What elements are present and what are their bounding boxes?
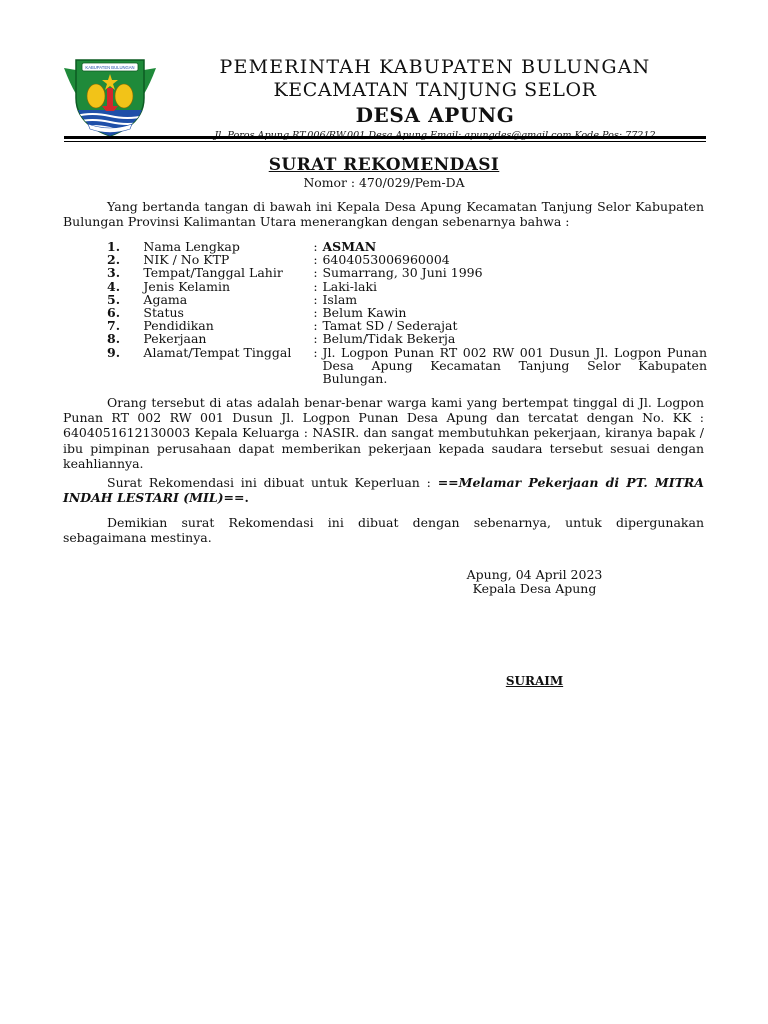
biodata-label: Status [143,305,184,321]
biodata-value: Laki-laki [322,278,378,294]
biodata-value: ASMAN [322,239,377,254]
biodata-number: 6. [107,305,121,321]
biodata-number: 9. [107,344,121,360]
biodata-label: Tempat/Tanggal Lahir [143,265,283,281]
biodata-number: 1. [107,239,121,254]
letter-number: Nomor : 470/029/Pem-DA [303,175,465,190]
biodata-label: Agama [143,291,188,307]
biodata-colon: : [313,305,318,321]
purpose-mark-open: == [437,475,459,490]
biodata-number: 8. [107,331,121,347]
biodata-value: Islam [322,291,358,307]
biodata-colon: : [313,239,318,254]
biodata-table [107,240,707,385]
biodata-label: Pekerjaan [143,331,207,347]
bulungan-emblem-logo [62,54,158,138]
biodata-number: 2. [107,252,121,268]
place-date: Apung, 04 April 2023 [466,567,603,582]
signer-title: Kepala Desa Apung [472,581,597,596]
biodata-value: Belum Kawin [322,305,407,321]
biodata-colon: : [313,344,318,360]
biodata-colon: : [313,318,318,334]
purpose-mark-close: ==. [223,490,249,506]
biodata-value: Jl. Logpon Punan RT 002 RW 001 Dusun Jl. Logpon Punan Desa Apung Kecamatan Tanjung Selor Kabupaten Bulungan. [322,344,707,387]
letterhead [170,56,700,143]
biodata-label: Jenis Kelamin [143,278,231,294]
opening-paragraph: Yang bertanda tangan di bawah ini Kepala Desa Apung Kecamatan Tanjung Selor Kabupaten Bulungan Provinsi Kalimantan Utara menerangkan dengan sebenarnya bahwa : [63,199,704,230]
biodata-colon: : [313,331,318,347]
biodata-colon: : [313,252,318,268]
biodata-label: NIK / No KTP [143,252,230,268]
biodata-label: Nama Lengkap [143,239,240,254]
biodata-colon: : [313,278,318,294]
biodata-number: 3. [107,265,121,281]
biodata-value: Sumarrang, 30 Juni 1996 [322,265,483,281]
biodata-label: Pendidikan [143,318,214,334]
signer-name: SURAIM [505,674,564,688]
purpose-intro: Surat Rekomendasi ini dibuat untuk Keperluan : [107,475,438,490]
letterhead-district: KECAMATAN TANJUNG SELOR [273,79,597,101]
biodata-value: 6404053006960004 [322,252,450,268]
letter-title: SURAT REKOMENDASI [268,155,500,175]
biodata-row [107,293,707,306]
letterhead-divider [64,136,706,139]
biodata-colon: : [313,291,318,307]
biodata-row [107,332,707,345]
letterhead-village: DESA APUNG [355,103,515,127]
biodata-number: 5. [107,291,121,307]
biodata-number: 7. [107,318,121,334]
biodata-row [107,346,707,386]
biodata-row [107,266,707,279]
biodata-value: Tamat SD / Sederajat [322,318,458,334]
purpose-paragraph [63,475,704,505]
purpose-text: Melamar Pekerjaan di PT. MITRA INDAH LESTARI (MIL) [63,475,704,506]
biodata-value: Belum/Tidak Bekerja [322,331,456,347]
logo-banner-text: KABUPATEN BULUNGAN [85,65,135,70]
biodata-number: 4. [107,278,121,294]
biodata-label: Alamat/Tempat Tinggal [143,344,292,360]
biodata-row [107,280,707,293]
body-paragraph: Orang tersebut di atas adalah benar-benar warga kami yang bertempat tinggal di Jl. Logpon Punan RT 002 RW 001 Dusun Jl. Logpon Punan Desa Apung dan tercatat dengan No. KK : 6404051612130003 Kepala Keluarga : NASIR. dan sangat membutuhkan pekerjaan, kiranya bapak / ibu pimpinan perusahaan dapat memberikan pekerjaan kepada saudara tersebut sesuai dengan keahliannya. [63,395,704,471]
letterhead-divider-thin [64,141,706,142]
biodata-colon: : [313,265,318,281]
closing-paragraph: Demikian surat Rekomendasi ini dibuat dengan sebenarnya, untuk dipergunakan sebagaimana mestinya. [63,515,704,546]
letterhead-government: PEMERINTAH KABUPATEN BULUNGAN [219,56,651,78]
